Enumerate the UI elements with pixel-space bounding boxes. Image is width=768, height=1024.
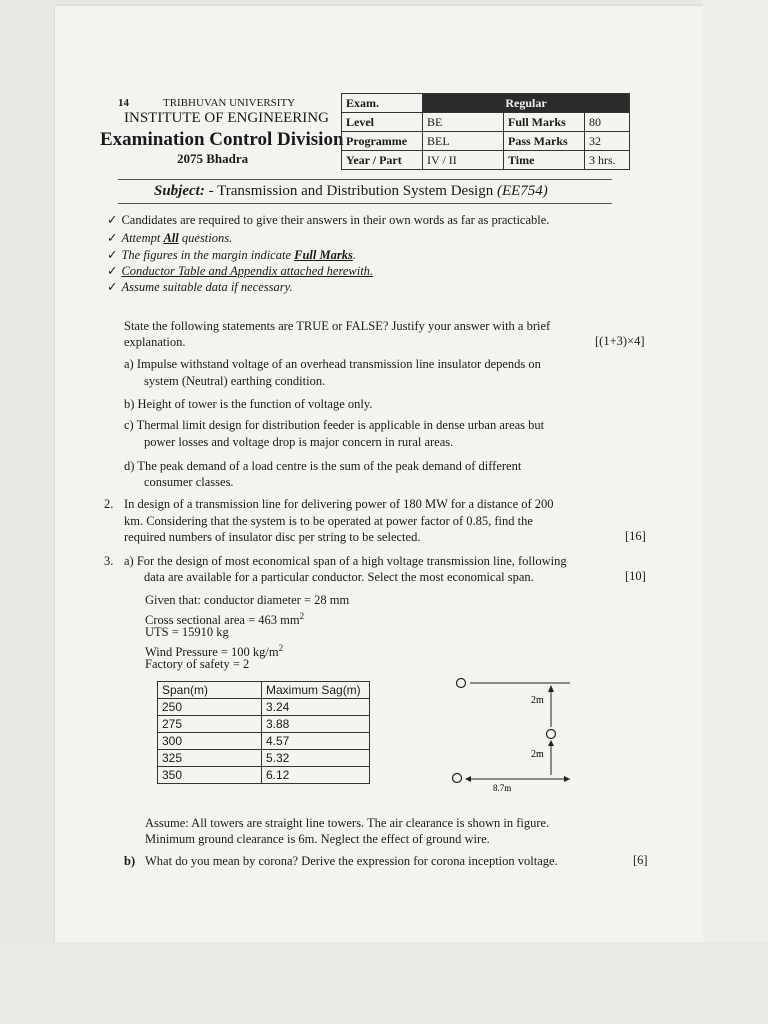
exam-label: Exam. xyxy=(342,94,423,113)
header-rule-bottom xyxy=(118,203,612,204)
table-header-row xyxy=(158,682,370,699)
arrow-up-icon xyxy=(548,685,554,692)
conductor-top-icon xyxy=(457,679,466,688)
conductor-bottom-icon xyxy=(453,774,462,783)
given-area-text: Cross sectional area = 463 mm xyxy=(145,613,300,628)
instruction-2-text: Attempt xyxy=(121,231,164,245)
table-header-sag: Maximum Sag(m) xyxy=(262,682,370,699)
q3-a-marks: [10] xyxy=(625,569,646,583)
full-marks-value: 80 xyxy=(585,113,630,132)
table-cell: 300 xyxy=(158,733,262,750)
q1-a-line1: a) Impulse withstand voltage of an overhead transmission line insulator depends on xyxy=(124,357,541,371)
q1-line1: State the following statements are TRUE or FALSE? Justify your answer with a brief xyxy=(124,319,551,333)
exam-value: Regular xyxy=(423,94,630,113)
q2-marks: [16] xyxy=(625,529,646,543)
q1-d-line1: d) The peak demand of a load centre is the sum of the peak demand of different xyxy=(124,459,522,473)
instruction-4 xyxy=(107,263,373,279)
subject-title: - Transmission and Distribution System Design xyxy=(208,183,494,199)
given-safety: Factory of safety = 2 xyxy=(145,657,250,671)
year-part-label: Year / Part xyxy=(342,151,423,170)
instruction-3 xyxy=(107,247,356,263)
given-wind-text: Wind Pressure = 100 kg/m xyxy=(145,645,279,660)
q1-a-line2: system (Neutral) earthing condition. xyxy=(144,374,326,388)
time-label: Time xyxy=(504,151,585,170)
table-header-span: Span(m) xyxy=(158,682,262,699)
check-icon: ✓ xyxy=(107,230,122,245)
instruction-4-text: Conductor Table and Appendix attached herewith. xyxy=(121,264,374,278)
check-icon: ✓ xyxy=(107,247,122,262)
level-value: BE xyxy=(423,113,504,132)
instruction-2 xyxy=(107,230,232,246)
full-marks-label: Full Marks xyxy=(504,113,585,132)
conductor-middle-icon xyxy=(547,730,556,739)
table-cell: 3.24 xyxy=(262,699,370,716)
given-wind-sup: 2 xyxy=(278,643,284,653)
q1-marks: [(1+3)×4] xyxy=(595,334,645,348)
table-row xyxy=(158,733,370,750)
q2-line3: required numbers of insulator disc per string to be selected. xyxy=(124,530,421,544)
q3-b-marks: [6] xyxy=(633,853,648,867)
arrow-right-icon xyxy=(564,776,570,782)
header-rule-top xyxy=(118,179,612,180)
q1-line2: explanation. xyxy=(124,335,186,349)
exam-info-table xyxy=(341,93,630,170)
fig-label-bottom: 8.7m xyxy=(493,783,512,793)
q3-b-text: What do you mean by corona? Derive the expression for corona inception voltage. xyxy=(145,854,558,868)
time-value: 3 hrs. xyxy=(585,151,630,170)
university-name: TRIBHUVAN UNIVERSITY xyxy=(163,97,296,109)
table-cell: 4.57 xyxy=(262,733,370,750)
table-row xyxy=(158,716,370,733)
table-cell: 275 xyxy=(158,716,262,733)
instruction-3-emph: Full Marks xyxy=(294,248,353,262)
q1-c-line2: power losses and voltage drop is major concern in rural areas. xyxy=(144,435,454,449)
given-uts: UTS = 15910 kg xyxy=(145,625,229,639)
q3-number: 3. xyxy=(104,554,114,568)
clearance-figure xyxy=(445,665,585,800)
exam-session: 2075 Bhadra xyxy=(177,151,249,166)
subject-label: Subject: xyxy=(154,183,205,199)
instruction-2-emph: All xyxy=(163,231,179,245)
table-cell: 350 xyxy=(158,767,262,784)
table-cell: 3.88 xyxy=(262,716,370,733)
given-area-sup: 2 xyxy=(299,611,305,621)
span-sag-table xyxy=(157,681,370,784)
q2-number: 2. xyxy=(104,497,114,511)
level-label: Level xyxy=(342,113,423,132)
table-cell: 6.12 xyxy=(262,767,370,784)
table-cell: 325 xyxy=(158,750,262,767)
background-bottom xyxy=(0,942,768,1024)
check-icon: ✓ xyxy=(107,212,122,227)
assume-line2: Minimum ground clearance is 6m. Neglect the effect of ground wire. xyxy=(145,832,490,846)
check-icon: ✓ xyxy=(107,263,122,278)
institute-name: INSTITUTE OF ENGINEERING xyxy=(124,110,329,126)
instruction-1 xyxy=(107,212,549,228)
q1-d-line2: consumer classes. xyxy=(144,475,234,489)
instruction-1-text: Candidates are required to give their answers in their own words as far as practicable. xyxy=(121,213,550,227)
subject-line xyxy=(154,183,548,200)
fig-label-mid: 2m xyxy=(531,749,544,760)
table-cell: 250 xyxy=(158,699,262,716)
table-row xyxy=(158,699,370,716)
paper-number: 14 xyxy=(118,97,129,109)
q3-a-line1: a) For the design of most economical span of a high voltage transmission line, following xyxy=(124,554,567,568)
q3-a-line2: data are available for a particular conductor. Select the most economical span. xyxy=(144,570,534,584)
instruction-3-end: . xyxy=(352,248,356,262)
pass-marks-label: Pass Marks xyxy=(504,132,585,151)
programme-label: Programme xyxy=(342,132,423,151)
table-cell: 5.32 xyxy=(262,750,370,767)
arrow-up-icon xyxy=(548,740,554,746)
assume-line1: Assume: All towers are straight line towers. The air clearance is shown in figure. xyxy=(145,816,550,830)
table-row xyxy=(158,767,370,784)
year-part-value: IV / II xyxy=(423,151,504,170)
instruction-5-text: Assume suitable data if necessary. xyxy=(121,280,293,294)
subject-code: (EE754) xyxy=(496,183,548,199)
q2-line1: In design of a transmission line for delivering power of 180 MW for a distance of 200 xyxy=(124,497,554,511)
q2-line2: km. Considering that the system is to be operated at power factor of 0.85, find the xyxy=(124,514,533,528)
attached-sheet-edge xyxy=(703,0,768,1024)
fig-label-top: 2m xyxy=(531,695,544,706)
arrow-left-icon xyxy=(465,776,471,782)
instruction-5 xyxy=(107,279,293,295)
given-diameter: Given that: conductor diameter = 28 mm xyxy=(145,593,350,607)
division-name: Examination Control Division xyxy=(100,129,344,150)
table-row xyxy=(158,750,370,767)
instruction-2-end: questions. xyxy=(178,231,233,245)
q1-b-line1: b) Height of tower is the function of voltage only. xyxy=(124,397,373,411)
instruction-3-text: The figures in the margin indicate xyxy=(121,248,295,262)
pass-marks-value: 32 xyxy=(585,132,630,151)
q1-c-line1: c) Thermal limit design for distribution feeder is applicable in dense urban areas but xyxy=(124,418,545,432)
programme-value: BEL xyxy=(423,132,504,151)
check-icon: ✓ xyxy=(107,279,122,294)
q3-b-label: b) xyxy=(124,854,136,868)
